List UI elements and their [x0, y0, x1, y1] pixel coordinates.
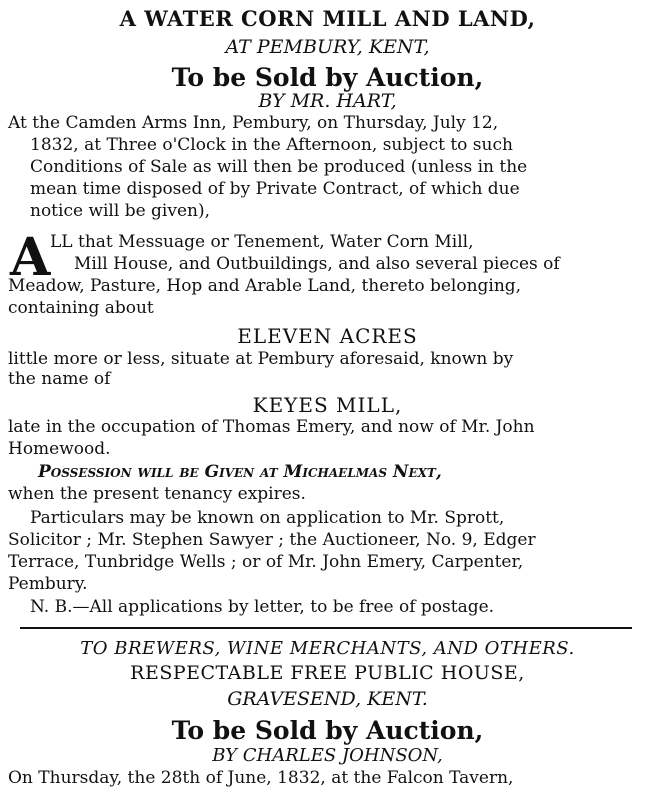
advert2-title: RESPECTABLE FREE PUBLIC HOUSE, — [130, 662, 525, 684]
advert1-title: A WATER CORN MILL AND LAND, — [119, 6, 536, 31]
advert1-line: 1832, at Three o'Clock in the Afternoon, subject to such — [30, 135, 513, 155]
advert2-heading: TO BREWERS, WINE MERCHANTS, AND OTHERS. — [80, 638, 575, 659]
acres-heading: ELEVEN ACRES — [237, 324, 418, 348]
particulars-line: Solicitor ; Mr. Stephen Sawyer ; the Auctioneer, No. 9, Edger — [8, 530, 536, 550]
advert1-known-line: the name of — [8, 369, 111, 389]
advert1-occupation-line: Homewood. — [8, 439, 111, 459]
section-divider — [20, 627, 632, 629]
advert1-line: notice will be given), — [30, 201, 211, 221]
drop-cap: A — [10, 227, 51, 288]
advert2-sale-heading: To be Sold by Auction, — [171, 716, 484, 745]
tenancy-line: when the present tenancy expires. — [8, 484, 306, 504]
advert1-sale-heading: To be Sold by Auction, — [171, 63, 484, 92]
mill-name-heading: KEYES MILL, — [252, 393, 403, 417]
particulars-line: Pembury. — [8, 574, 88, 594]
advert1-line: Conditions of Sale as will then be produced (unless in the — [30, 157, 528, 177]
particulars-line: Particulars may be known on application to Mr. Sprott, — [30, 508, 505, 528]
advert1-desc-line: Meadow, Pasture, Hop and Arable Land, thereto belonging, — [8, 276, 522, 296]
advert1-desc-line: Mill House, and Outbuildings, and also several pieces of — [74, 254, 560, 274]
advert1-desc-line: LL that Messuage or Tenement, Water Corn Mill, — [50, 232, 474, 252]
advert2-location: GRAVESEND, KENT. — [227, 688, 428, 710]
advert1-line: mean time disposed of by Private Contract, of which due — [30, 179, 520, 199]
advert1-auctioneer: BY MR. HART, — [258, 90, 397, 112]
possession-note: Possession will be Given at Michaelmas Next, — [38, 462, 442, 482]
advert2-auctioneer: BY CHARLES JOHNSON, — [212, 745, 443, 766]
advert1-location: AT PEMBURY, KENT, — [225, 36, 430, 58]
nb-note: N. B.—All applications by letter, to be free of postage. — [30, 597, 495, 617]
advert1-line: At the Camden Arms Inn, Pembury, on Thursday, July 12, — [8, 113, 499, 133]
advert1-occupation-line: late in the occupation of Thomas Emery, and now of Mr. John — [8, 417, 535, 437]
advert2-first-line: On Thursday, the 28th of June, 1832, at the Falcon Tavern, — [8, 768, 514, 788]
advert1-known-line: little more or less, situate at Pembury aforesaid, known by — [8, 349, 514, 369]
advert1-desc-line: containing about — [8, 298, 154, 318]
particulars-line: Terrace, Tunbridge Wells ; or of Mr. John Emery, Carpenter, — [8, 552, 524, 572]
